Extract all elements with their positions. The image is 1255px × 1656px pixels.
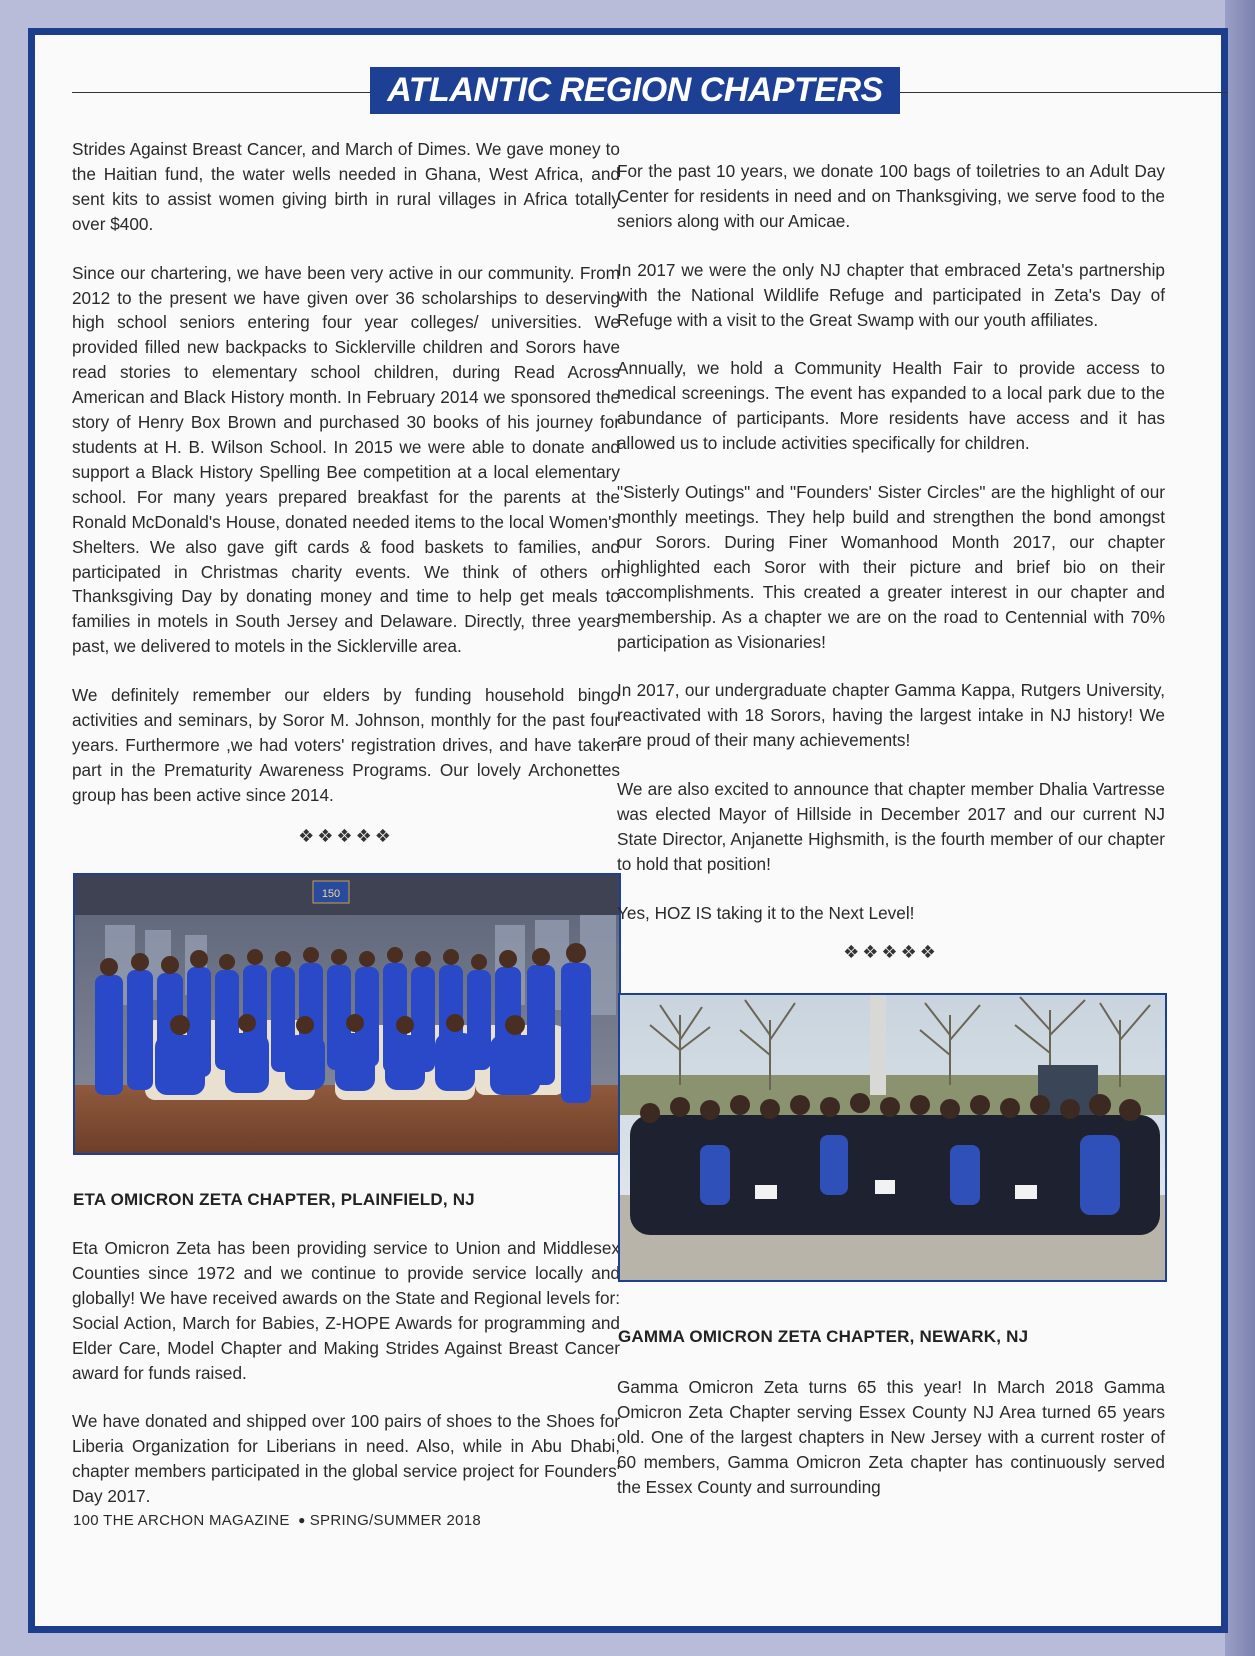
paragraph: Strides Against Breast Cancer, and March of Dimes. We gave money to the Haitian fund, the water wells needed in Ghana, West Africa, and sent kits to assist women giving birth in rural villages in Africa totally over $400. xyxy=(72,139,620,234)
right-section-text xyxy=(617,1375,1165,1500)
paragraph: We definitely remember our elders by funding household bingo activities and seminars, by Soror M. Johnson, monthly for the past four years. Furthermore ,we had voters' registration drives, and have taken part in the Prematurity Awareness Programs. Our lovely Archonettes group has been active since 2014. xyxy=(72,685,620,805)
page-number: 100 xyxy=(73,1512,99,1529)
paragraph: Since our chartering, we have been very active in our community. From 2012 to the present we have given over 36 scholarships to deserving high school seniors entering four year colleges/ universities. We provided filled new backpacks to Sicklerville children and Sorors have read stories to elementary school children, during Read Across American and Black History month. In February 2014 we sponsored the story of Henry Box Brown and purchased 30 books of his journey for students at H. B. Wilson School. In 2015 we were able to donate and support a Black History Spelling Bee competition at a local elementary school. For many years prepared breakfast for the parents at the Ronald McDonald's House, donated needed items to the local Women's Shelters. We also gave gift cards & food baskets to families, and participated in Christmas charity events. We think of others on Thanksgiving Day by donating money and time to help get meals to families in motels in South Jersey and Delaware. Directly, three years past, we delivered to motels in the Sicklerville area. xyxy=(72,262,620,657)
paragraph: We have donated and shipped over 100 pairs of shoes to the Shoes for Liberia Organization for Liberians in need. Also, while in Abu Dhabi, chapter members participated in the global service project for Founders' Day 2017. xyxy=(72,1411,620,1507)
footer-bullet: ● xyxy=(298,1513,306,1527)
issue-label: SPRING/SUMMER 2018 xyxy=(309,1512,482,1529)
ornament-divider: ❖❖❖❖❖ xyxy=(843,942,939,962)
section-heading: ETA OMICRON ZETA CHAPTER, PLAINFIELD, NJ xyxy=(73,1190,475,1209)
left-section-text xyxy=(72,1236,620,1509)
chapter-group-photo-outdoor xyxy=(618,993,1167,1282)
magazine-page xyxy=(28,28,1228,1633)
section-heading: GAMMA OMICRON ZETA CHAPTER, NEWARK, NJ xyxy=(618,1327,1029,1346)
paragraph: In 2017 we were the only NJ chapter that embraced Zeta's partnership with the National Wildlife Refuge and participated in Zeta's Day of Refuge with a visit to the Great Swamp with our youth affiliates. xyxy=(617,259,1165,330)
paragraph: Eta Omicron Zeta has been providing service to Union and Middlesex Counties since 1972 and we continue to provide service locally and globally! We have received awards on the State and Regional levels for: Social Action, March for Babies, Z-HOPE Awards for programming and Elder Care, Model Chapter and Making Strides Against Breast Cancer award for funds raised. xyxy=(72,1238,620,1383)
outdoor-photo-illustration xyxy=(620,995,1165,1280)
paragraph: Gamma Omicron Zeta turns 65 this year! In March 2018 Gamma Omicron Zeta Chapter serving Essex County NJ Area turned 65 years old. One of the largest chapters in New Jersey with a current roster of 60 members, Gamma Omicron Zeta chapter has continuously served the Essex County and surrounding xyxy=(617,1377,1165,1497)
photo-sign-text: 150 xyxy=(321,888,341,900)
title-rule-right xyxy=(900,92,1228,93)
chapter-group-photo xyxy=(73,873,621,1155)
left-column-text xyxy=(72,137,620,808)
magazine-name: THE ARCHON MAGAZINE xyxy=(103,1512,290,1529)
page-edge xyxy=(1225,0,1255,1656)
paragraph: In 2017, our undergraduate chapter Gamma Kappa, Rutgers University, reactivated with 18 Sorors, having the largest intake in NJ history! We are proud of their many achievements! xyxy=(617,680,1165,751)
paragraph: Yes, HOZ IS taking it to the Next Level! xyxy=(617,902,915,923)
group-photo-illustration xyxy=(75,875,619,1153)
right-column-text xyxy=(617,159,1165,926)
page-footer xyxy=(73,1512,481,1529)
paragraph: Annually, we hold a Community Health Fair to provide access to medical screenings. The event has expanded to a local park due to the abundance of participants. More residents have access and it has allowed us to include activities specifically for children. xyxy=(617,358,1165,454)
page-title: ATLANTIC REGION CHAPTERS xyxy=(370,67,900,114)
paragraph: "Sisterly Outings" and "Founders' Sister Circles" are the highlight of our monthly meetings. They help build and strengthen the bond amongst our Sorors. During Finer Womanhood Month 2017, our chapter highlighted each Soror with their picture and brief bio on their accomplishments. This created a greater interest in our chapter and membership. As a chapter we are on the road to Centennial with 70% participation as Visionaries! xyxy=(617,482,1165,652)
paragraph: For the past 10 years, we donate 100 bags of toiletries to an Adult Day Center for residents in need and on Thanksgiving, we serve food to the seniors along with our Amicae. xyxy=(617,161,1165,231)
ornament-divider: ❖❖❖❖❖ xyxy=(298,826,394,846)
title-rule-left xyxy=(72,92,370,93)
paragraph: We are also excited to announce that chapter member Dhalia Vartresse was elected Mayor of Hillside in December 2017 and our current NJ State Director, Anjanette Highsmith, is the fourth member of our chapter to hold that position! xyxy=(617,779,1165,874)
